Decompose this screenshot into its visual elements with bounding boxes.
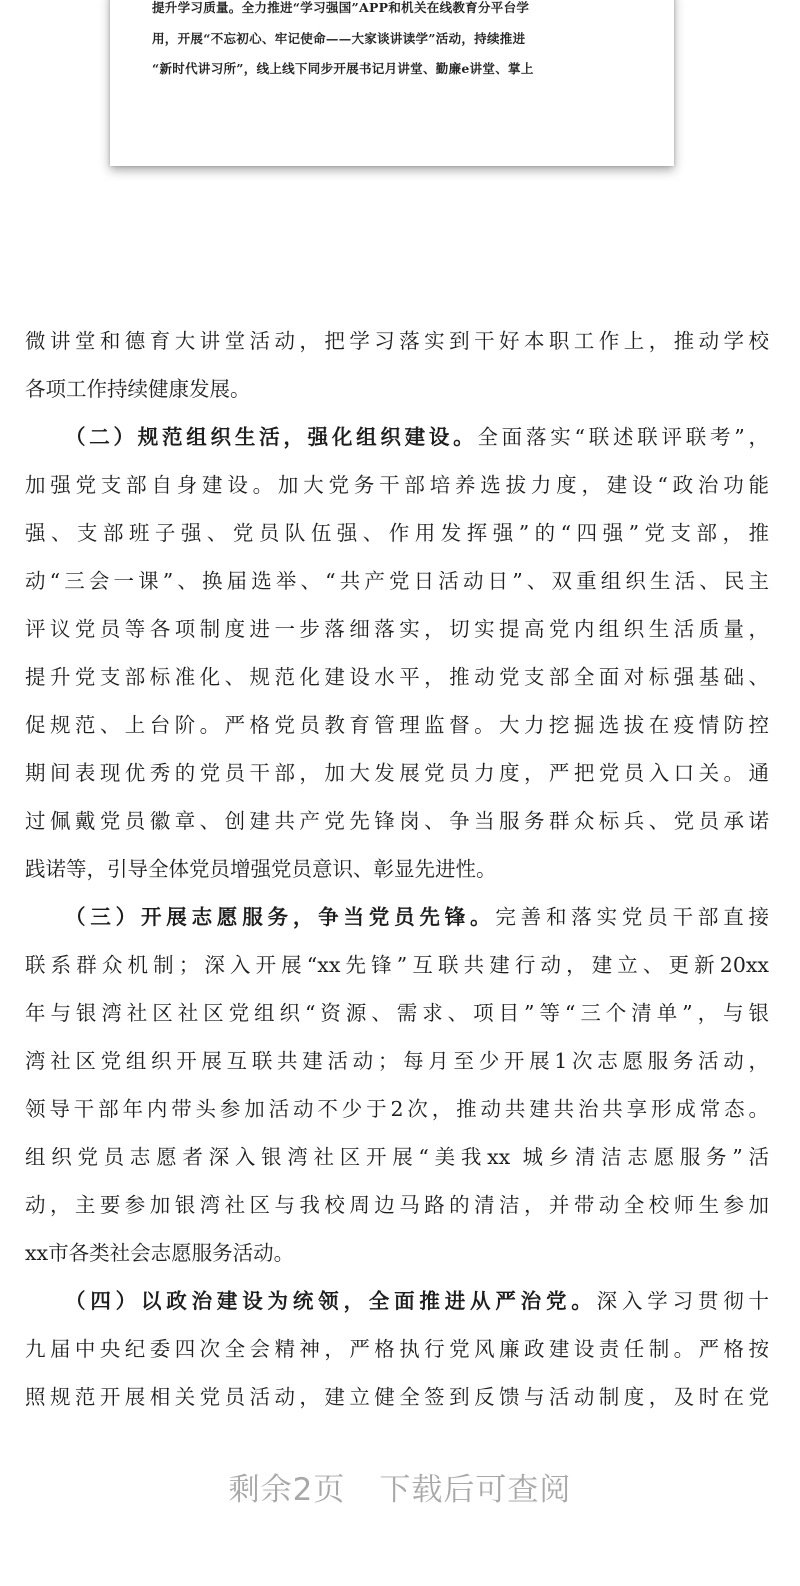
body-line: 联系群众机制；深入开展“xx先锋”互联共建行动，建立、更新20xx — [25, 953, 769, 977]
body-line: 过佩戴党员徽章、创建共产党先锋岗、争当服务群众标兵、党员承诺 — [25, 809, 769, 833]
body-line: 照规范开展相关党员活动，建立健全签到反馈与活动制度，及时在党 — [25, 1385, 769, 1409]
section-heading: （三）开展志愿服务，争当党员先锋。 — [65, 905, 496, 929]
preview-line: “新时代讲习所”，线上线下同步开展书记月讲堂、勤廉e讲堂、掌上 — [152, 61, 534, 76]
body-line: 评议党员等各项制度进一步落细落实，切实提高党内组织生活质量， — [25, 617, 769, 641]
body-line: 加强党支部自身建设。加大党务干部培养选拔力度，建设“政治功能 — [25, 473, 769, 497]
download-prompt[interactable] — [0, 1470, 800, 1510]
body-line: 动，主要参加银湾社区与我校周边马路的清洁，并带动全校师生参加 — [25, 1193, 769, 1217]
section-heading-line: （三）开展志愿服务，争当党员先锋。完善和落实党员干部直接 — [65, 905, 770, 929]
body-line: 九届中央纪委四次全会精神，严格执行党风廉政建设责任制。严格按 — [25, 1337, 769, 1361]
body-line: 期间表现优秀的党员干部，加大发展党员力度，严把党员入口关。通 — [25, 761, 769, 785]
body-line: xx市各类社会志愿服务活动。 — [25, 1241, 295, 1265]
body-line: 促规范、上台阶。严格党员教育管理监督。大力挖掘选拔在疫情防控 — [25, 713, 769, 737]
body-line: 各项工作持续健康发展。 — [25, 377, 251, 401]
preview-line: 用，开展“不忘初心、牢记使命——大家谈讲读学”活动，持续推进 — [152, 31, 526, 46]
body-line: 领导干部年内带头参加活动不少于2次，推动共建共治共享形成常态。 — [25, 1097, 769, 1121]
section-heading: （四）以政治建设为统领，全面推进从严治党。 — [65, 1289, 597, 1313]
section-heading-line: （四）以政治建设为统领，全面推进从严治党。深入学习贯彻十 — [65, 1289, 770, 1313]
body-line: 微讲堂和德育大讲堂活动，把学习落实到干好本职工作上，推动学校 — [25, 329, 769, 353]
body-line: 湾社区党组织开展互联共建活动；每月至少开展1次志愿服务活动， — [25, 1049, 769, 1073]
section-heading-line: （二）规范组织生活，强化组织建设。全面落实“联述联评联考”， — [65, 425, 769, 449]
body-line: 组织党员志愿者深入银湾社区开展“美我xx 城乡清洁志愿服务”活 — [25, 1145, 769, 1169]
preview-page-card — [110, 0, 674, 166]
preview-line: 提升学习质量。全力推进“学习强国”APP和机关在线教育分平台学 — [152, 0, 530, 15]
download-to-view-label[interactable]: 下载后可查阅 — [379, 1472, 572, 1508]
body-line: 年与银湾社区社区党组织“资源、需求、项目”等“三个清单”，与银 — [25, 1001, 769, 1025]
body-line: 动“三会一课”、换届选举、“共产党日活动日”、双重组织生活、民主 — [25, 569, 769, 593]
section-heading: （二）规范组织生活，强化组织建设。 — [65, 425, 478, 449]
body-line: 践诺等，引导全体党员增强党员意识、彰显先进性。 — [25, 857, 497, 881]
body-line: 强、支部班子强、党员队伍强、作用发挥强”的“四强”党支部，推 — [25, 521, 769, 545]
remaining-pages-label: 剩余2页 — [228, 1472, 346, 1508]
body-line: 提升党支部标准化、规范化建设水平，推动党支部全面对标强基础、 — [25, 665, 769, 689]
